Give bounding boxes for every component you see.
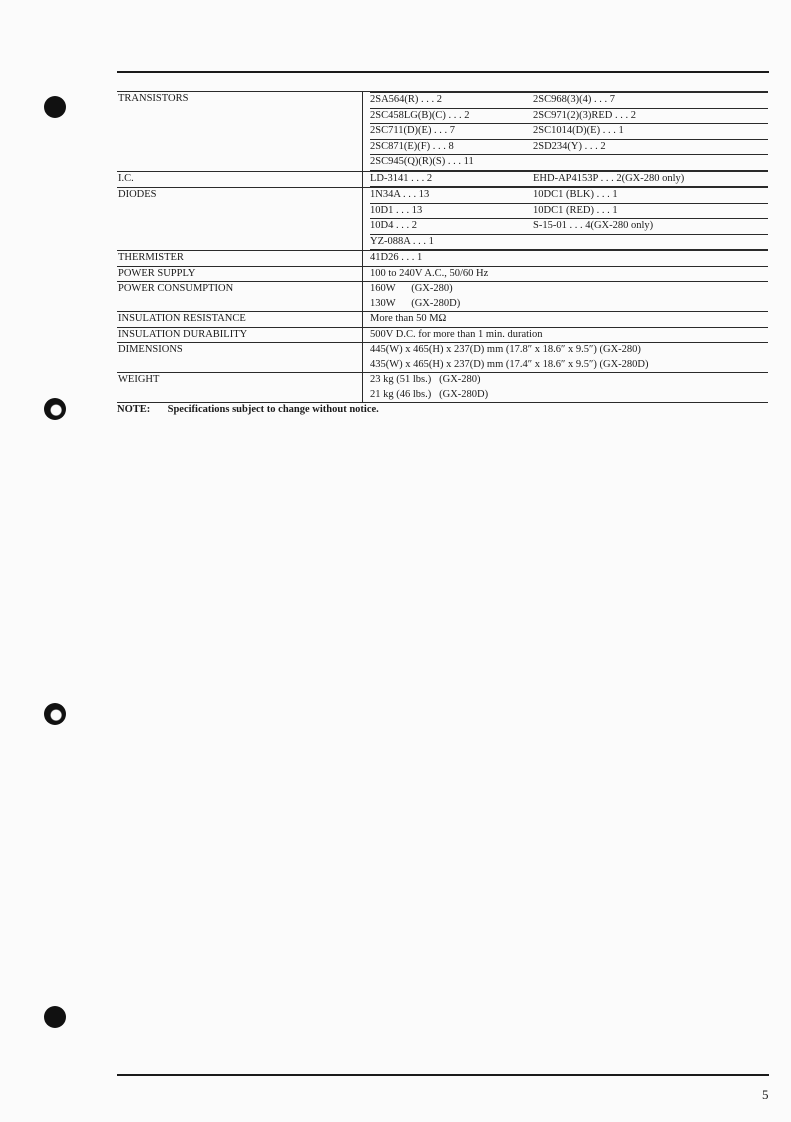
spec-line: 2SC945(Q)(R)(S) . . . 11 bbox=[370, 155, 533, 171]
spec-row-weight bbox=[117, 373, 768, 403]
spec-line: YZ-088A . . . 1 bbox=[370, 234, 533, 250]
spec-line: 2SD234(Y) . . . 2 bbox=[533, 139, 768, 155]
note-text: Specifications subject to change without notice. bbox=[167, 404, 379, 415]
spec-row-dimensions bbox=[117, 343, 768, 373]
spec-line: EHD-AP4153P . . . 2(GX-280 only) bbox=[533, 172, 768, 187]
spec-line: 2SC711(D)(E) . . . 7 bbox=[370, 124, 533, 140]
spec-label: INSULATION DURABILITY bbox=[117, 327, 363, 343]
spec-line: 100 to 240V A.C., 50/60 Hz bbox=[370, 267, 489, 279]
spec-line: 2SA564(R) . . . 2 bbox=[370, 93, 533, 109]
spec-row-ic bbox=[117, 171, 768, 188]
spec-value bbox=[363, 171, 769, 188]
spec-row-transistors bbox=[117, 92, 768, 172]
spec-label: I.C. bbox=[117, 171, 363, 188]
spec-line: 10D1 . . . 13 bbox=[370, 203, 533, 219]
spec-line: 21 kg (46 lbs.) (GX-280D) bbox=[370, 388, 489, 400]
page-number: 5 bbox=[762, 1087, 769, 1102]
spec-row-diodes bbox=[117, 188, 768, 251]
note-tag: NOTE: bbox=[117, 404, 151, 415]
spec-line: 160W (GX-280) bbox=[370, 283, 453, 294]
spec-value bbox=[363, 251, 769, 267]
spec-label: POWER CONSUMPTION bbox=[117, 282, 363, 312]
spec-line: 10D4 . . . 2 bbox=[370, 219, 533, 235]
specifications-table bbox=[117, 91, 768, 403]
spec-value bbox=[363, 92, 769, 172]
spec-line: More than 50 MΩ bbox=[370, 313, 447, 324]
binder-hole bbox=[44, 398, 66, 420]
spec-value bbox=[363, 327, 769, 343]
spec-label: DIODES bbox=[117, 188, 363, 251]
spec-row-insulation-durability bbox=[117, 327, 768, 343]
spec-line: 500V D.C. for more than 1 min. duration bbox=[370, 328, 543, 340]
spec-line: S-15-01 . . . 4(GX-280 only) bbox=[533, 219, 768, 235]
spec-row-power-consumption bbox=[117, 282, 768, 312]
spec-row-power-supply bbox=[117, 266, 768, 282]
spec-label: INSULATION RESISTANCE bbox=[117, 312, 363, 328]
binder-hole bbox=[44, 703, 66, 725]
spec-value bbox=[363, 188, 769, 251]
spec-value bbox=[363, 373, 769, 403]
spec-line: LD-3141 . . . 2 bbox=[370, 172, 533, 187]
spec-label: TRANSISTORS bbox=[117, 92, 363, 172]
binder-hole bbox=[44, 96, 66, 118]
spec-line: 2SC968(3)(4) . . . 7 bbox=[533, 93, 768, 109]
binder-hole bbox=[44, 1006, 66, 1028]
spec-line: 445(W) x 465(H) x 237(D) mm (17.8″ x 18.6″ x 9.5″) (GX-280) bbox=[370, 344, 641, 355]
spec-row-insulation-resistance bbox=[117, 312, 768, 328]
spec-label: WEIGHT bbox=[117, 373, 363, 403]
spec-line: 130W (GX-280D) bbox=[370, 297, 461, 309]
spec-label: DIMENSIONS bbox=[117, 343, 363, 373]
spec-value bbox=[363, 266, 769, 282]
spec-line: 23 kg (51 lbs.) (GX-280) bbox=[370, 374, 481, 385]
spec-value bbox=[363, 282, 769, 312]
note bbox=[117, 404, 379, 415]
spec-line: 2SC971(2)(3)RED . . . 2 bbox=[533, 108, 768, 124]
spec-line: 41D26 . . . 1 bbox=[370, 252, 423, 263]
spec-label: THERMISTER bbox=[117, 251, 363, 267]
top-rule bbox=[117, 71, 769, 73]
spec-line: 10DC1 (RED) . . . 1 bbox=[533, 203, 768, 219]
spec-row-thermister bbox=[117, 251, 768, 267]
spec-value bbox=[363, 312, 769, 328]
spec-line: 435(W) x 465(H) x 237(D) mm (17.4″ x 18.6″ x 9.5″) (GX-280D) bbox=[370, 358, 649, 370]
spec-line: 10DC1 (BLK) . . . 1 bbox=[533, 188, 768, 203]
spec-line: 2SC1014(D)(E) . . . 1 bbox=[533, 124, 768, 140]
spec-line: 1N34A . . . 13 bbox=[370, 188, 533, 203]
spec-line: 2SC871(E)(F) . . . 8 bbox=[370, 139, 533, 155]
spec-label: POWER SUPPLY bbox=[117, 266, 363, 282]
spec-line: 2SC458LG(B)(C) . . . 2 bbox=[370, 108, 533, 124]
bottom-rule bbox=[117, 1074, 769, 1076]
spec-value bbox=[363, 343, 769, 373]
